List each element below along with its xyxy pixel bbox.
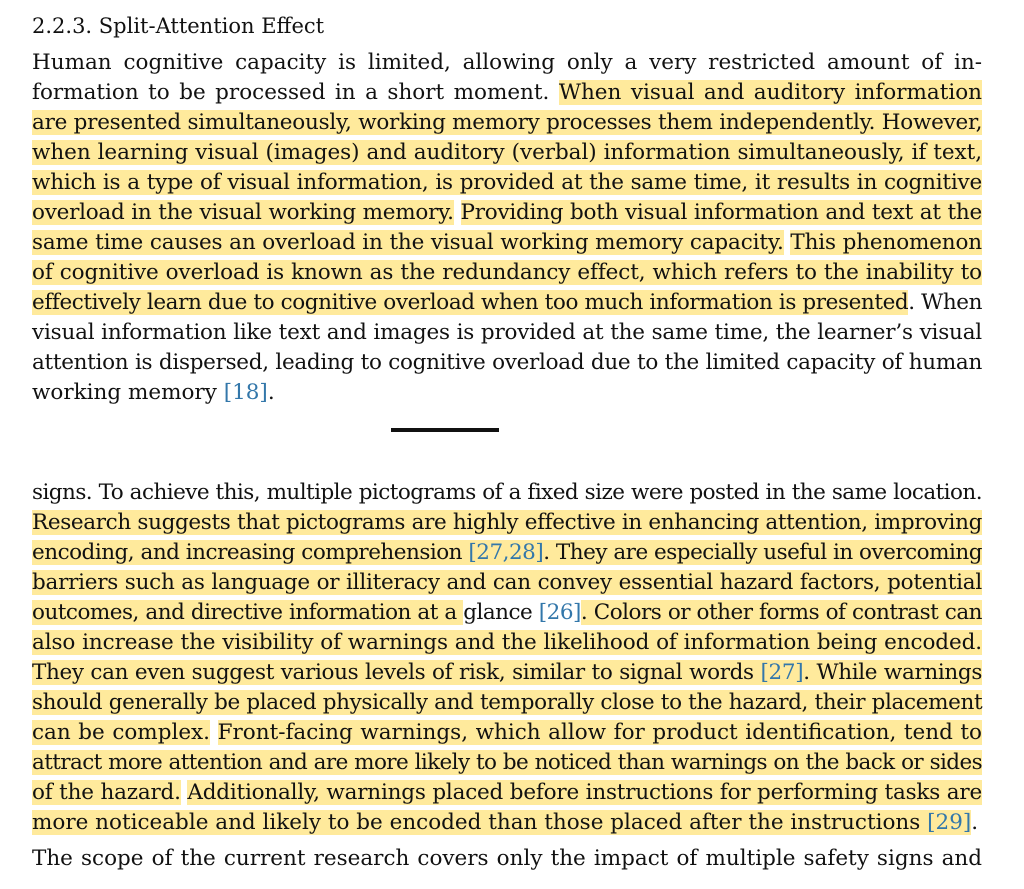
text-line	[32, 478, 982, 508]
text-line	[32, 748, 982, 778]
text-line	[32, 228, 982, 258]
highlighted-text: effectively learn due to cognitive overload when too much information is presented	[32, 290, 909, 315]
text-span: attention is dispersed, leading to cognitive overload due to the limited capacity of human	[32, 350, 982, 375]
text-span: formation to be processed in a short moment.	[32, 80, 559, 105]
highlighted-text: should generally be placed physically and temporally close to the hazard, their placement	[32, 690, 983, 715]
highlighted-text: Additionally, warnings placed before instructions for performing tasks are	[187, 780, 982, 805]
highlighted-text: same time causes an overload in the visual working memory capacity.	[32, 230, 784, 255]
text-span	[210, 720, 218, 745]
text-line	[32, 778, 982, 808]
highlighted-text: When visual and auditory information	[558, 80, 982, 105]
highlighted-text: barriers such as language or illiteracy and can convey essential hazard factors, potential	[32, 570, 982, 595]
highlighted-text: . They are especially useful in overcoming	[543, 540, 982, 565]
highlighted-text: can be complex.	[32, 720, 211, 745]
highlighted-text: overload in the visual working memory.	[32, 200, 454, 225]
cutoff-next-line	[32, 844, 982, 871]
text-line	[32, 508, 982, 538]
paragraph-pictograms	[32, 478, 982, 838]
text-line	[32, 348, 982, 378]
text-line	[32, 48, 982, 78]
citation-link[interactable]: [29]	[927, 810, 972, 835]
text-span: glance	[463, 600, 539, 625]
section-heading: 2.2.3. Split-Attention Effect	[32, 14, 325, 38]
text-line	[32, 688, 982, 718]
highlighted-text: of cognitive overload is known as the redundancy effect, which refers to the inability to	[32, 260, 982, 285]
text-span: working memory	[32, 380, 224, 405]
text-line	[32, 628, 982, 658]
text-line	[32, 808, 982, 838]
highlighted-text: of the hazard.	[32, 780, 181, 805]
text-line	[32, 538, 982, 568]
text-line	[32, 718, 982, 748]
text-line-cutoff: The scope of the current research covers only the impact of multiple safety signs and	[32, 846, 982, 871]
highlighted-text: also increase the visibility of warnings and the likelihood of information being encoded.	[32, 630, 982, 655]
text-line	[32, 288, 982, 318]
text-line	[32, 198, 982, 228]
text-line	[32, 568, 982, 598]
paragraph-split-attention	[32, 48, 982, 408]
text-line	[32, 658, 982, 688]
highlighted-text: They can even suggest various levels of risk, similar to signal words	[32, 660, 761, 685]
text-span: visual information like text and images is provided at the same time, the learner’s visual	[32, 320, 982, 345]
highlighted-text: when learning visual (images) and auditory (verbal) information simultaneously, if text,	[32, 140, 982, 165]
excerpt-divider	[391, 428, 499, 432]
text-line	[32, 78, 982, 108]
text-span: . When	[908, 290, 983, 315]
highlighted-text: are presented simultaneously, working memory processes them independently. However,	[32, 110, 983, 135]
text-line	[32, 378, 982, 408]
text-span: Human cognitive capacity is limited, allowing only a very restricted amount of in-	[32, 50, 982, 75]
text-line	[32, 598, 982, 628]
highlighted-text: outcomes, and directive information at a	[32, 600, 464, 625]
citation-link[interactable]: [18]	[223, 380, 268, 405]
highlighted-text: Front-facing warnings, which allow for product identification, tend to	[217, 720, 982, 745]
text-span	[454, 200, 461, 225]
highlighted-text: . Colors or other forms of contrast can	[580, 600, 982, 625]
citation-link[interactable]: [27]	[760, 660, 804, 685]
text-line	[32, 258, 982, 288]
text-span: .	[267, 380, 275, 405]
text-span: signs. To achieve this, multiple pictograms of a fixed size were posted in the same location.	[32, 480, 982, 505]
highlighted-text: attract more attention and are more likely to be noticed than warnings on the back or sides	[32, 750, 982, 775]
highlighted-text: . While warnings	[803, 660, 982, 685]
text-line	[32, 318, 982, 348]
highlighted-text: more noticeable and likely to be encoded than those placed after the instructions	[32, 810, 928, 835]
text-span: .	[971, 810, 979, 835]
highlighted-text: encoding, and increasing comprehension	[32, 540, 469, 565]
text-line	[32, 138, 982, 168]
highlighted-text: which is a type of visual information, is provided at the same time, it results in cognitive	[32, 170, 982, 195]
highlighted-text: This phenomenon	[790, 230, 982, 255]
text-line	[32, 108, 982, 138]
text-line	[32, 168, 982, 198]
citation-link[interactable]: [26]	[538, 600, 581, 625]
highlighted-text: Providing both visual information and text at the	[460, 200, 982, 225]
highlighted-text: Research suggests that pictograms are highly effective in enhancing attention, improving	[32, 510, 982, 535]
citation-link[interactable]: [27,28]	[468, 540, 544, 565]
